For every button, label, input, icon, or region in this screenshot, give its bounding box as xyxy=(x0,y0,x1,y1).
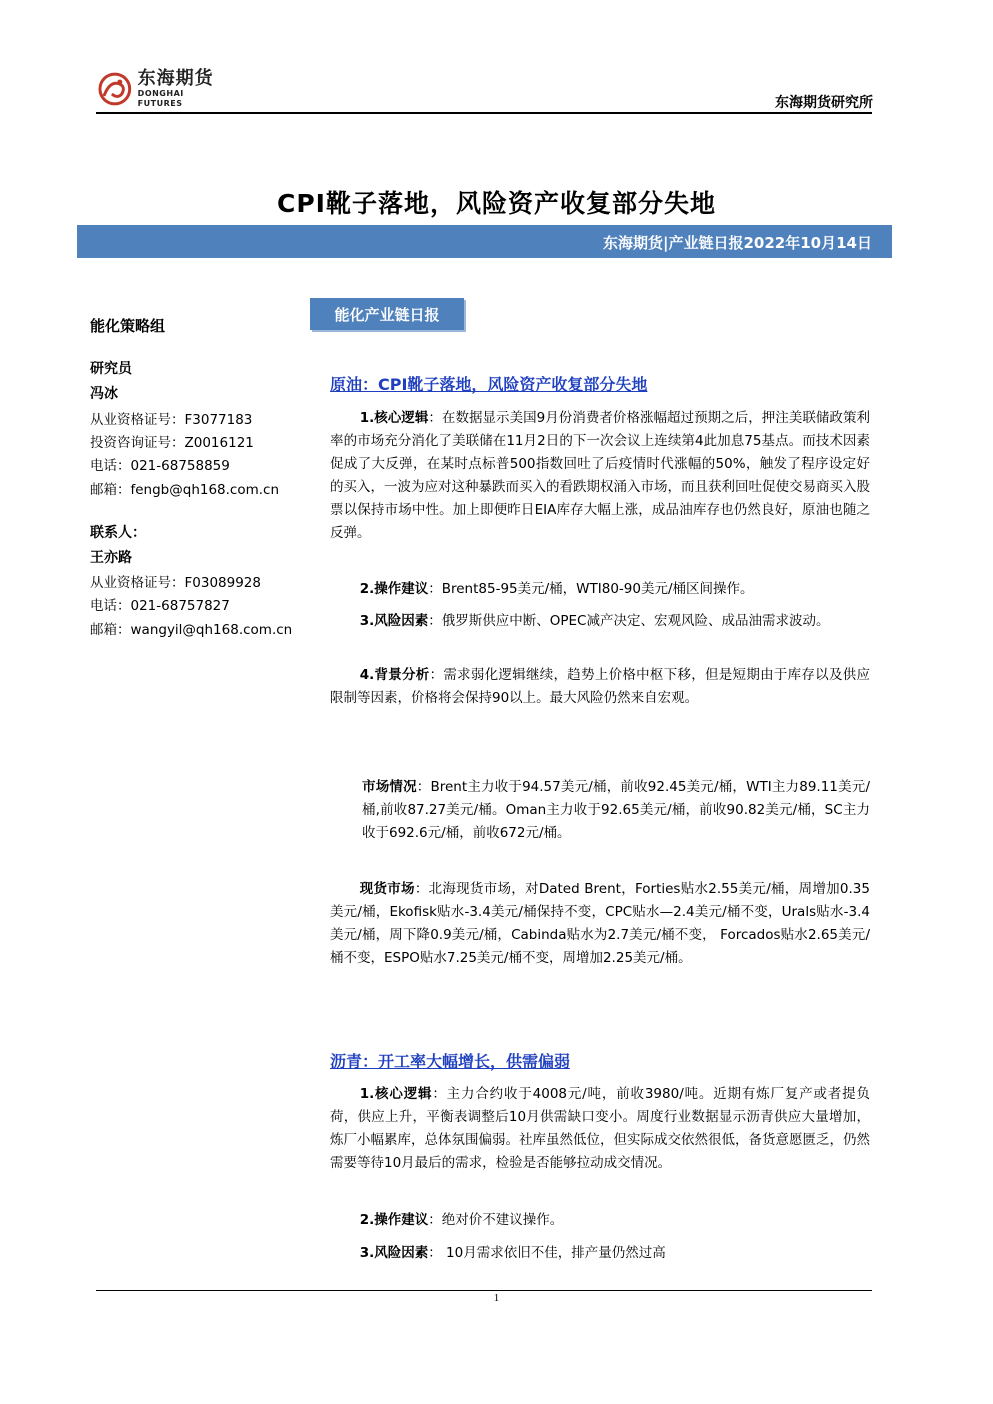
footer-divider xyxy=(96,1290,872,1291)
researcher-label: 研究员 xyxy=(90,361,132,377)
asphalt-heading[interactable]: 沥青：开工率大幅增长，供需偏弱 xyxy=(330,1052,571,1071)
asphalt-risk-label: 3.风险因素 xyxy=(359,1245,429,1261)
logo-en-text: DONGHAI FUTURES xyxy=(137,89,184,108)
researcher-email: 邮箱：fengb@qh168.com.cn xyxy=(90,482,280,498)
crude-market xyxy=(362,776,870,845)
crude-spot-text: ：北海现货市场，对Dated Brent，Forties贴水2.55美元/桶，周增加0.35美元/桶，Ekofisk贴水-3.4美元/桶保持不变，CPC贴水—2.4美元/桶不变，Urals贴水-3.4美元/桶，周下降0.9美元/桶，Cabinda贴水为2.7美元/桶不变， Forcados贴水2.65美元/桶不变，ESPO贴水7.25美元/桶不变，周增加2.25美元/桶。 xyxy=(330,881,870,966)
company-logo xyxy=(96,68,231,110)
crude-spot-label: 现货市场 xyxy=(359,881,415,897)
report-title: CPI靴子落地，风险资产收复部分失地 xyxy=(277,189,716,218)
asphalt-operation-text: ：绝对价不建议操作。 xyxy=(428,1212,564,1228)
crude-risk xyxy=(330,610,870,633)
crude-core-logic-label: 1.核心逻辑 xyxy=(359,410,429,426)
contact-name: 王亦路 xyxy=(90,550,132,566)
strategy-group: 能化策略组 xyxy=(90,317,166,335)
section-tag: 能化产业链日报 xyxy=(310,298,464,330)
logo-cn-text: 东海期货 xyxy=(137,68,214,89)
crude-spot xyxy=(330,878,870,970)
page-number: 1 xyxy=(493,1292,500,1304)
asphalt-risk-text: ： 10月需求依旧不佳，排产量仍然过高 xyxy=(428,1245,666,1261)
researcher-phone: 电话：021-68758859 xyxy=(90,458,230,474)
institute-name: 东海期货研究所 xyxy=(775,95,873,111)
crude-operation xyxy=(330,578,870,601)
asphalt-risk xyxy=(330,1242,870,1265)
crude-core-logic xyxy=(330,407,870,545)
crude-market-label: 市场情况 xyxy=(362,779,417,795)
contact-email: 邮箱：wangyil@qh168.com.cn xyxy=(90,622,293,638)
researcher-qualification: 从业资格证号：F3077183 xyxy=(90,412,253,428)
crude-heading[interactable]: 原油：CPI靴子落地，风险资产收复部分失地 xyxy=(330,375,648,394)
contact-phone: 电话：021-68757827 xyxy=(90,598,230,614)
crude-risk-label: 3.风险因素 xyxy=(359,613,429,629)
crude-risk-text: ：俄罗斯供应中断、OPEC减产决定、宏观风险、成品油需求波动。 xyxy=(428,613,830,629)
researcher-consult-id: 投资咨询证号：Z0016121 xyxy=(90,435,254,451)
asphalt-operation-label: 2.操作建议 xyxy=(359,1212,429,1228)
dragon-logo-icon xyxy=(96,70,134,108)
asphalt-core-logic xyxy=(330,1083,870,1175)
header-divider xyxy=(96,112,872,114)
title-banner xyxy=(77,225,892,258)
crude-market-text: ：Brent主力收于94.57美元/桶，前收92.45美元/桶，WTI主力89.11美元/桶,前收87.27美元/桶。Oman主力收于92.65美元/桶，前收90.82美元/桶，SC主力收于692.6元/桶，前收672元/桶。 xyxy=(362,779,871,841)
crude-background xyxy=(330,664,870,710)
crude-operation-text: ：Brent85-95美元/桶，WTI80-90美元/桶区间操作。 xyxy=(428,581,754,597)
asphalt-core-logic-text: ：主力合约收于4008元/吨，前收3980/吨。近期有炼厂复产或者提负荷，供应上升，平衡表调整后10月供需缺口变小。周度行业数据显示沥青供应大量增加，炼厂小幅累库，总体氛围偏弱。社库虽然低位，但实际成交依然很低，备货意愿匮乏，仍然需要等待10月最后的需求，检验是否能够拉动成交情况。 xyxy=(330,1086,871,1171)
contact-label: 联系人： xyxy=(90,525,146,541)
crude-operation-label: 2.操作建议 xyxy=(359,581,429,597)
researcher-name: 冯冰 xyxy=(90,386,118,402)
crude-core-logic-text: ：在数据显示美国9月份消费者价格涨幅超过预期之后，押注美联储政策利率的市场充分消化了美联储在11月2日的下一次会议上连续第4此加息75基点。而技术因素促成了大反弹，在某时点标普500指数回吐了后疫情时代涨幅的50%，触发了程序设定好的买入，一波为应对这种暴跌而买入的看跌期权涌入市场，而且获利回吐促使交易商买入股票以保持市场中性。加上即便昨日EIA库存大幅上涨，成品油库存也仍然良好，原油也随之反弹。 xyxy=(330,410,870,541)
crude-background-label: 4.背景分析 xyxy=(359,667,430,683)
asphalt-operation xyxy=(330,1209,870,1232)
contact-qualification: 从业资格证号：F03089928 xyxy=(90,575,261,591)
asphalt-core-logic-label: 1.核心逻辑 xyxy=(359,1086,433,1102)
crude-background-text: ：需求弱化逻辑继续，趋势上价格中枢下移，但是短期由于库存以及供应限制等因素，价格将会保持90以上。最大风险仍然来自宏观。 xyxy=(330,667,870,706)
banner-text: 东海期货|产业链日报2022年10月14日 xyxy=(603,234,872,252)
